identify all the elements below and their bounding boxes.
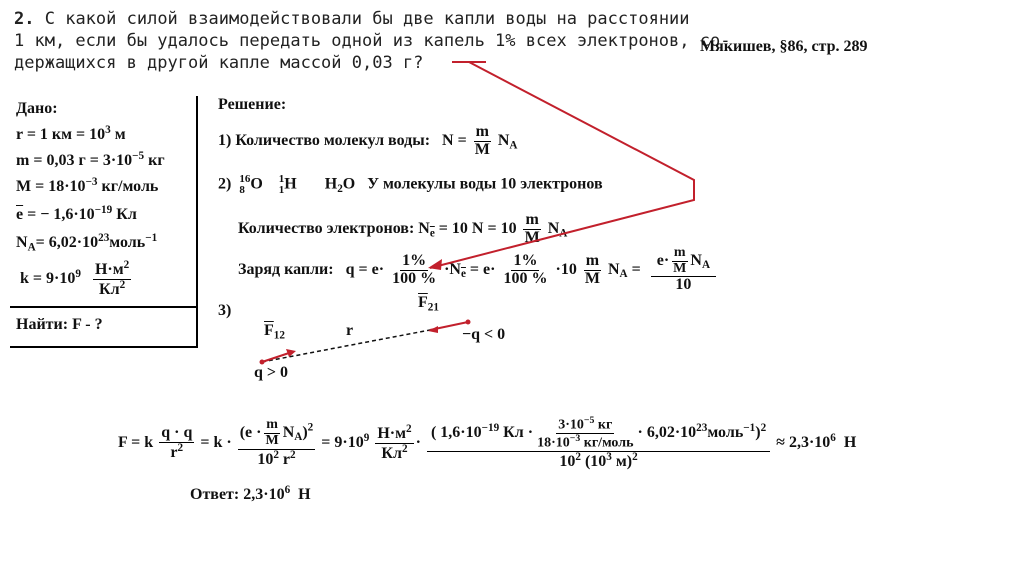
given-m: m = 0,03 $г = 3\cdot 10^{-5}$ кг (16, 150, 165, 170)
positive-charge-label: q > 0 (254, 364, 289, 381)
F12-label: $\overline{F}_{12}$ (264, 322, 285, 342)
force-12-arrow (262, 352, 292, 362)
charge-negative-dot (466, 320, 471, 325)
reference: Мякишев, §86, стр. 289 (700, 38, 868, 55)
drop-charge: Заряд капли: q = e· $\frac{1\%}{100 \%}$ $\cdot N_{\overline{e}} = e\cdot$ $\frac{1\%}{100 \%}$ ·10 $\frac{m}{M}$ $N_A$ = e· $\frac{m}{M}$ $N_A$ 10 (238, 246, 718, 294)
step-1: 1) Количество молекул воды: N = $\frac{m}{M}$ $N_A$ (218, 123, 518, 158)
final-formula: F = k $\frac{q \cdot q}{r^2}$ = k · (e · $\frac{m}{M}$ $N_A)^2$ $10^2$ $r^2$ = $9\cdot 10^9$ $\frac{Н\cdot м^2}{Кл^2}$ · ( $1,6\cdot 10^{-19}$ Кл · $\frac{3\cdot 10^{-5} кг}{18\cdot 10^{-3} кг/моль}$ · $6,02\cdot 10^{23}моль^{-1})^2$ $10^2$ ($10^3$ м)$^2$ ≈ $2,3\cdot 10^6$ Н (118, 415, 857, 471)
distance-line (262, 330, 430, 362)
problem-number: 2. (14, 9, 35, 29)
red-arrow-line (430, 62, 694, 268)
solution-heading: Решение: (218, 96, 287, 113)
given-e: $\overline{e}$ = − $1,6\cdot 10^{-19}$ Кл (16, 204, 137, 224)
find-label: Найти: F - ? (16, 316, 103, 333)
electron-count: Количество электронов: $N_{\overline{e}} = 10$ N = 10 $\frac{m}{M}$ $N_A$ (238, 211, 568, 246)
given-r: r = 1 км = $10^3$ м (16, 124, 126, 144)
charge-positive-dot (260, 360, 265, 365)
answer: Ответ: $2,3\cdot 10^6$ Н (190, 484, 311, 504)
given-NA: $N_A=$ $6,02\cdot 10^{23}моль^{-1}$ (16, 232, 158, 254)
negative-charge-label: −q < 0 (462, 326, 506, 343)
step-2: 2) 16 8 O 1 1 H $H_2O$ У молекулы воды 10 электронов (218, 173, 603, 196)
given-M: $M = 18\cdot 10^{-3}$ кг/моль (16, 176, 159, 196)
given-k: $k = 9\cdot 10^9$ $\frac{Н\cdot м^2}{Кл^2}$ (20, 259, 130, 299)
step-3-label: 3) (218, 302, 232, 319)
problem-line-3: держащихся в другой капле массой 0,03 г? (14, 53, 424, 73)
distance-label: r (346, 322, 354, 339)
problem-line-2: 1 км, если бы удалось передать одной из капель 1% всех электронов, со- (14, 31, 731, 51)
given-heading: Дано: (16, 100, 58, 117)
problem-line-1: С какой силой взаимодействовали бы две капли воды на расстоянии (44, 9, 690, 29)
F21-label: $\overline{F}_{21}$ (418, 294, 439, 314)
